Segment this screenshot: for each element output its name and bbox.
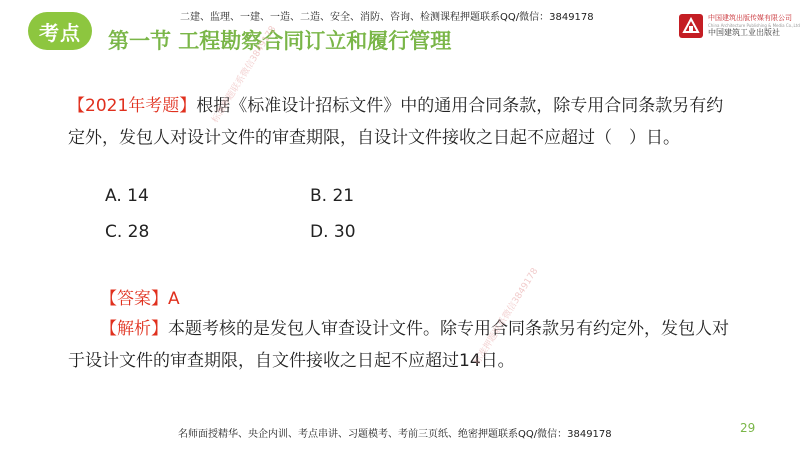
answer-line: [100, 284, 180, 309]
publisher-logo-icon: [678, 13, 704, 39]
option-b: B. 21: [310, 186, 355, 206]
publisher-name-en: China Architecture Publishing & Media Co.,Ltd: [708, 23, 800, 28]
option-a: A. 14: [105, 186, 149, 206]
question-text: 根据《标准设计招标文件》中的通用合同条款，除专用合同条款另有约定外，发包人对设计文件的审查期限，自设计文件接收之日起不应超过（ ）日。: [68, 96, 724, 148]
publisher-name-art: 中国建筑工业出版社: [708, 28, 780, 37]
watermark: 标准押题联系微信3849178: [472, 266, 541, 367]
top-contact-banner: 二建、监理、一建、一造、二造、安全、消防、咨询、检测课程押题联系QQ/微信：3849178: [180, 12, 594, 23]
analysis-tag: 【解析】: [100, 319, 168, 339]
question-block: [68, 90, 738, 154]
question-tag: 【2021年考题】: [68, 96, 197, 116]
publisher-logo-block: [678, 10, 800, 42]
section-title: 第一节 工程勘察合同订立和履行管理: [108, 29, 452, 53]
option-c: C. 28: [105, 222, 150, 242]
publisher-name-cn: 中国建筑出版传媒有限公司: [708, 14, 792, 22]
analysis-text: 本题考核的是发包人审查设计文件。除专用合同条款另有约定外，发包人对于设计文件的审查期限，自文件接收之日起不应超过14日。: [68, 319, 729, 371]
option-d: D. 30: [310, 222, 356, 242]
answer-tag: 【答案】: [100, 289, 168, 309]
topic-badge: 考点: [28, 12, 92, 50]
page-number: 29: [740, 421, 756, 435]
analysis-block: [68, 313, 738, 377]
watermark: 标准押题联系微信3849178: [210, 24, 279, 125]
answer-value: A: [168, 289, 180, 309]
bottom-contact-banner: 名师面授精华、央企内训、考点串讲、习题模考、考前三页纸、绝密押题联系QQ/微信：3849178: [178, 429, 612, 440]
